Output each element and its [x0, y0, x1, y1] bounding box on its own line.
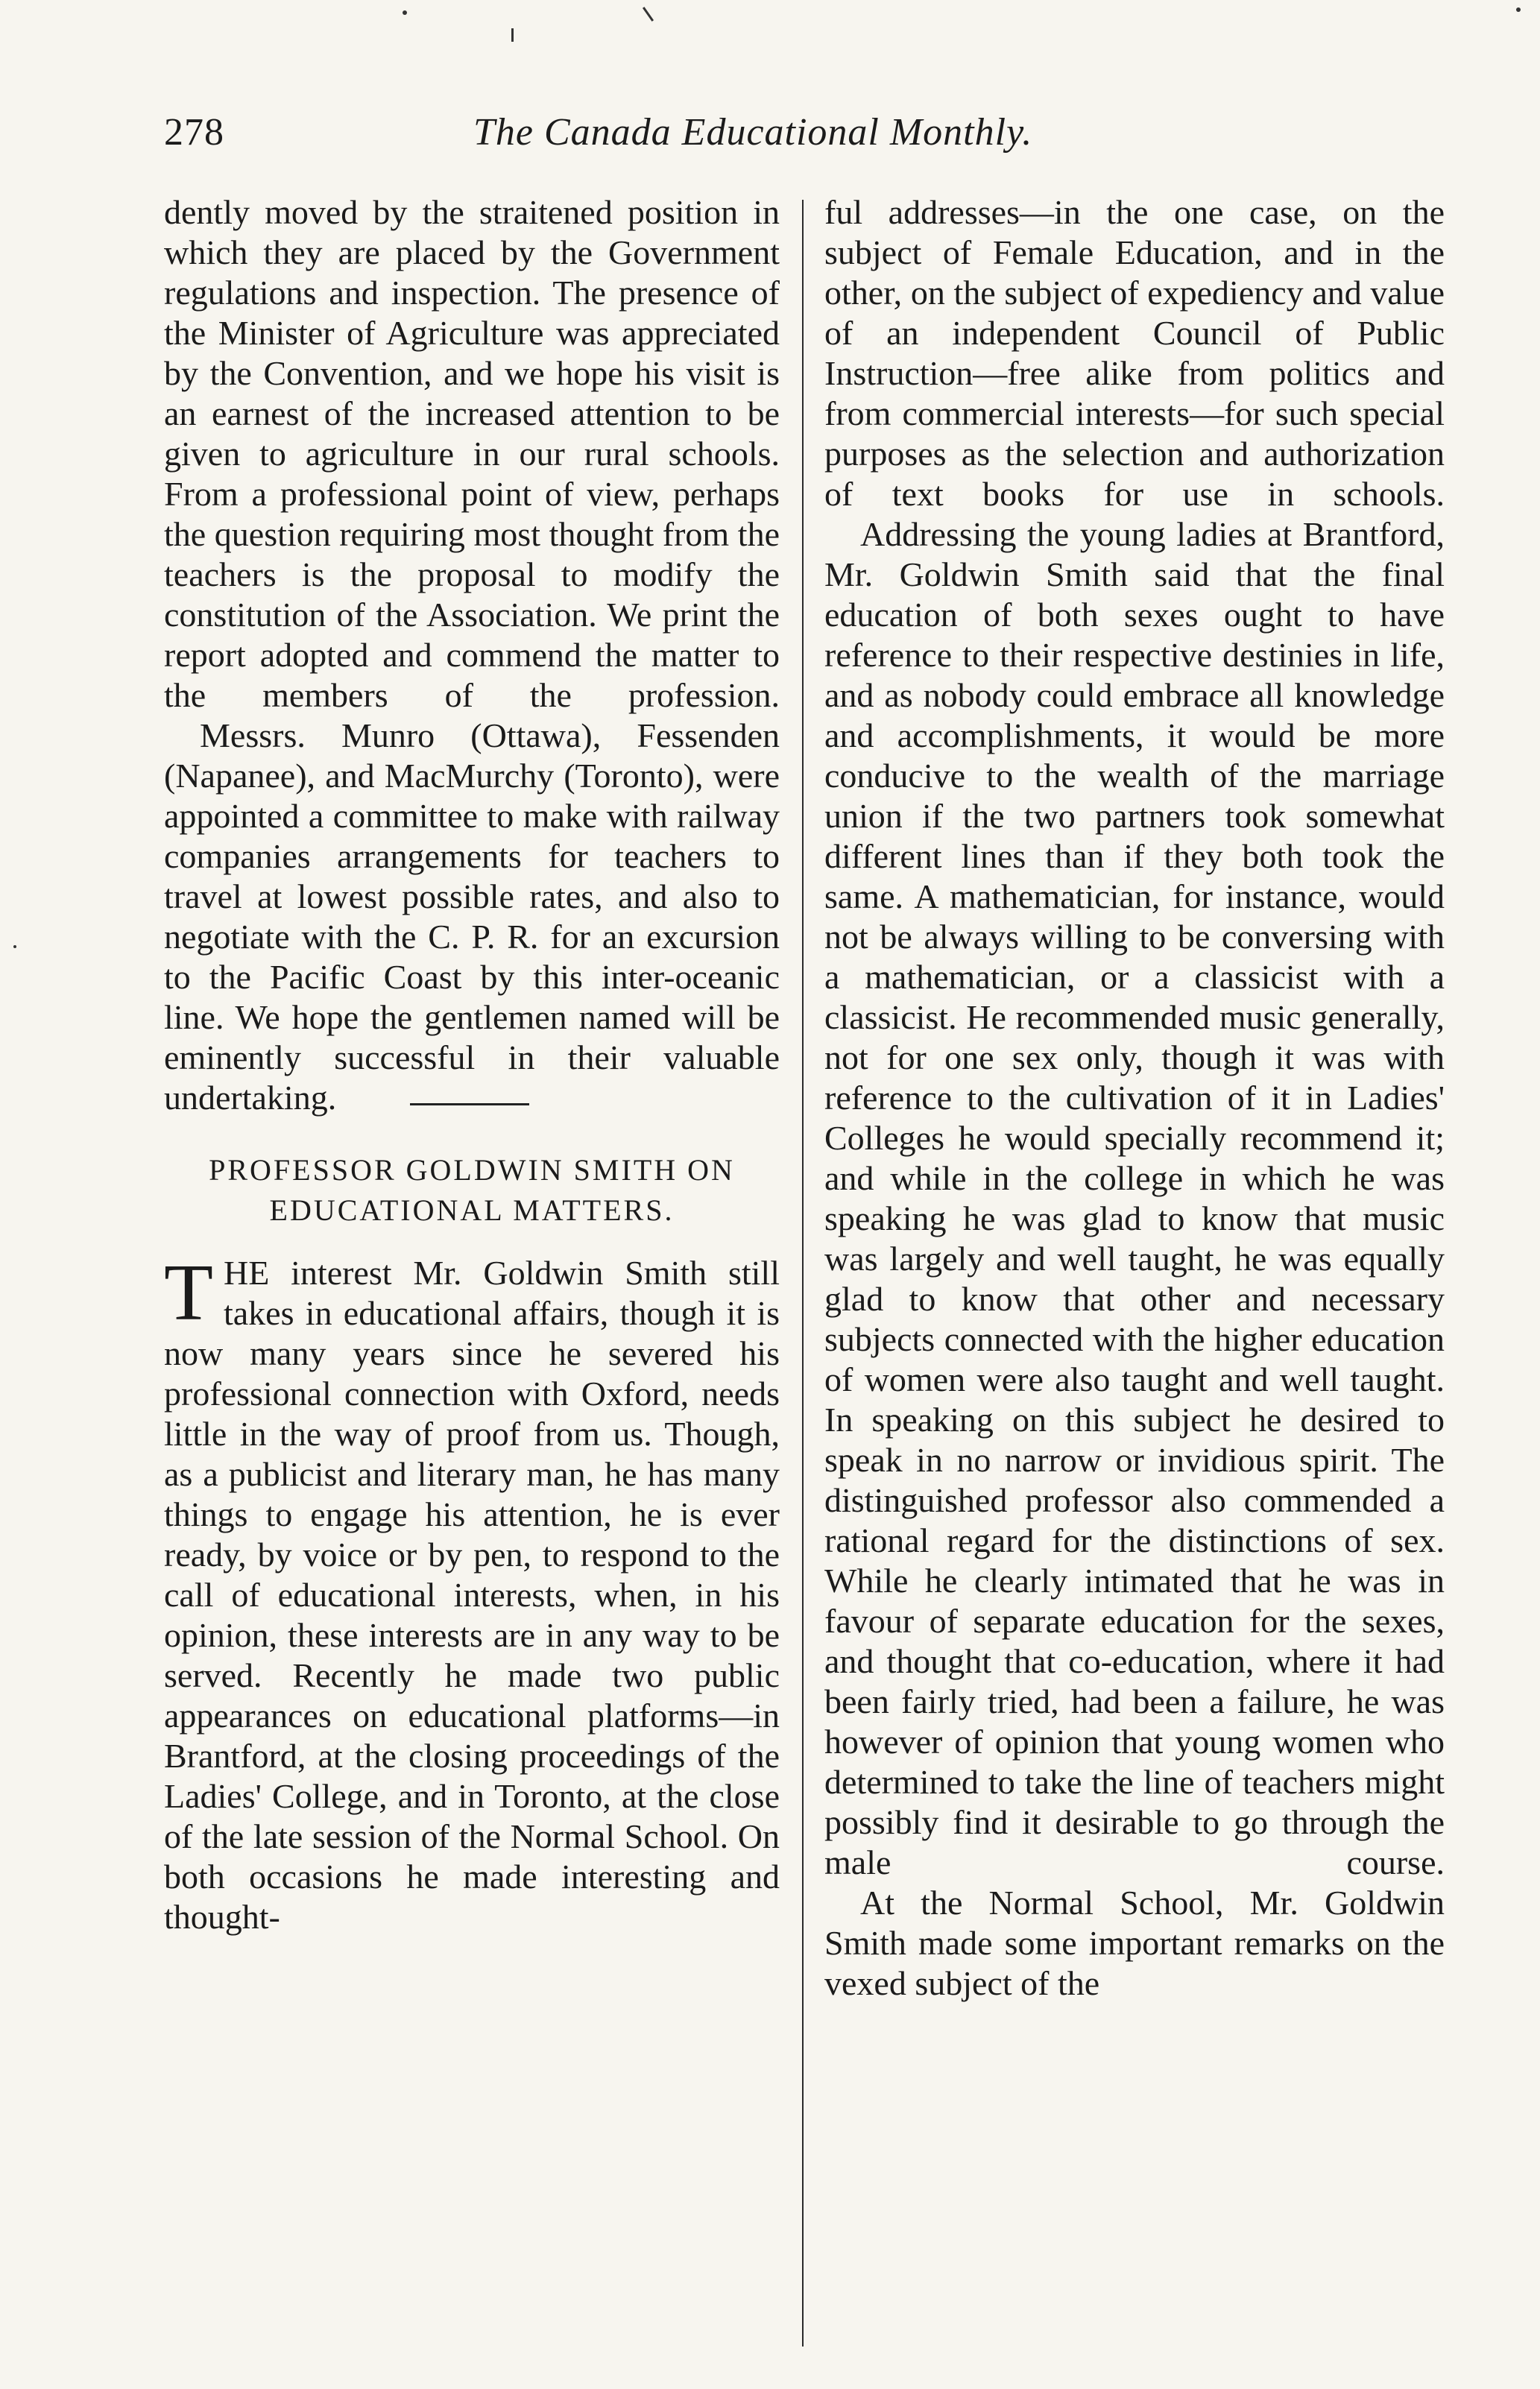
paragraph: Addressing the young ladies at Brantford, Mr. Goldwin Smith said that the final education of both sexes ought to have reference to their respective destinies in life, and as nobody could embrace all knowledge and accomplishments, it would be more conducive to the wealth of the marriage union if the two partners took somewhat different lines than if they both took the same. A mathematician, for instance, would not be always willing to be conversing with a mathematician, or a classicist with a classicist. He recommended music generally, not for one sex only, though it was with reference to the cultivation of it in Ladies' Colleges he would specially recommend it; and while in the college in which he was speaking he was glad to know that music was largely and well taught, he was equally glad to know that other and necessary subjects connected with the higher education of women were also taught and well taught. In speaking on this subject he desired to speak in no narrow or invidious spirit. The distinguished professor also commended a rational regard for the distinctions of sex. While he clearly intimated that he was in favour of separate education for the sexes, and thought that co-education, where it had been fairly tried, had been a failure, he was however of opinion that young women who determined to take the line of teachers might possibly find it desirable to go through the male course.: [824, 515, 1445, 1881]
running-header: [164, 110, 1357, 162]
left-column: [164, 192, 780, 1937]
paragraph: At the Normal School, Mr. Goldwin Smith made some important remarks on the vexed subject of the: [824, 1884, 1445, 2002]
paragraph: dently moved by the straitened position in which they are placed by the Government regulations and inspection. The presence of the Minister of Agriculture was appreciated by the Convention, and we hope his visit is an earnest of the increased attention to be given to agriculture in our rural schools. From a professional point of view, perhaps the question requiring most thought from the teachers is the proposal to modify the constitution of the Association. We print the report adopted and commend the matter to the members of the profession.: [164, 193, 780, 714]
journal-title: The Canada Educational Monthly.: [473, 111, 1033, 154]
scan-speck: [403, 10, 407, 15]
paragraph: Messrs. Munro (Ottawa), Fessenden (Napanee), and MacMurchy (Toronto), were appointed a committee to make with railway companies arrangements for teachers to travel at lowest possible rates, and also to negotiate with the C. P. R. for an excursion to the Pacific Coast by this inter-oceanic line. We hope the gentlemen named will be eminently successful in their valuable undertaking.: [164, 716, 780, 1117]
paragraph: ful addresses—in the one case, on the subject of Female Education, and in the other, on the subject of expediency and value of an independent Council of Public Instruction—free alike from politics and from commercial interests—for such special purposes as the selection and authorization of text books for use in schools.: [824, 193, 1445, 513]
section-heading: PROFESSOR GOLDWIN SMITH ON EDUCATIONAL MATTERS.: [209, 1153, 735, 1227]
scan-speck: [1516, 7, 1521, 12]
scan-speck: [511, 28, 514, 42]
drop-cap: T: [164, 1249, 213, 1337]
column-divider: [802, 200, 804, 2347]
page-number: 278: [164, 111, 224, 154]
scan-speck: [643, 7, 654, 22]
paragraph-text: HE interest Mr. Goldwin Smith still takes in educational affairs, though it is now many years since he severed his professional connection with Oxford, needs little in the way of proof from us. Though, as a publicist and literary man, he has many things to engage his attention, he is ever ready, by voice or by pen, to respond to the call of educational interests, when, in his opinion, these interests are in any way to be served. Recently he made two public appearances on educational platforms—in Brantford, at the closing proceedings of the Ladies' College, and in Toronto, at the close of the late session of the Normal School. On both occasions he made interesting and thought-: [164, 1254, 780, 1936]
right-column: [824, 192, 1445, 2004]
paragraph: [164, 1249, 780, 1937]
section-divider-rule: [410, 1103, 529, 1105]
scan-speck: [13, 945, 16, 948]
